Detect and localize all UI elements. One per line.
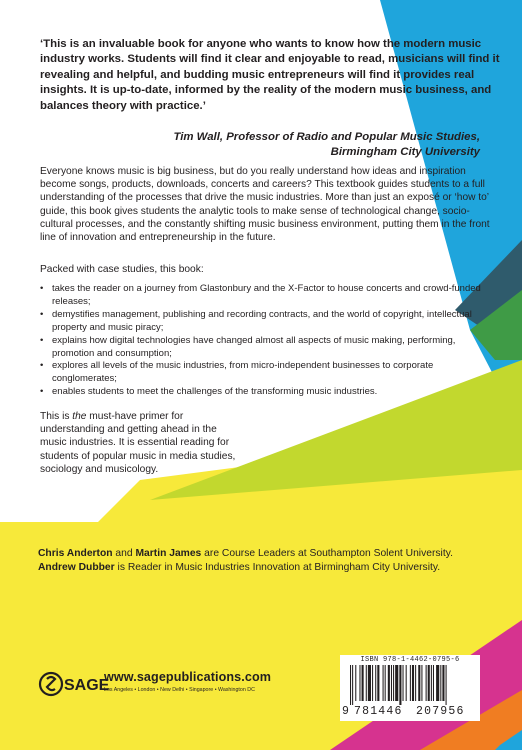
author-bio-text: are Course Leaders at Southampton Solent University. — [201, 548, 453, 559]
list-item: • demystifies management, publishing and recording contracts, and the world of copyright, intellectual property and music piracy; — [40, 309, 488, 335]
publisher-website-link[interactable]: www.sagepublications.com — [104, 670, 272, 684]
endorsement-attribution — [40, 130, 480, 161]
author-conjunction: and — [112, 548, 136, 559]
isbn-barcode — [340, 655, 480, 721]
barcode-bar — [436, 665, 439, 701]
barcode-bar — [385, 665, 386, 701]
barcode-bar — [372, 665, 373, 701]
barcode-bar — [352, 665, 353, 705]
barcode-bar — [377, 665, 379, 701]
barcode-bar — [431, 665, 432, 701]
barcode-bar — [433, 665, 434, 701]
closing-after: must-have primer for understanding and getting ahead in the music industries. It is essential reading for students of popular music in media studies, sociology and musicology. — [40, 411, 236, 475]
barcode-bar — [399, 665, 401, 705]
publisher-cities: Los Angeles • London • New Delhi • Singapore • Washington DC — [104, 687, 255, 693]
list-intro: Packed with case studies, this book: — [40, 264, 204, 275]
barcode-bar — [412, 665, 414, 701]
author-name: Andrew Dubber — [38, 561, 115, 573]
list-item: • explains how digital technologies have changed almost all aspects of music making, performing, promotion and consumption; — [40, 335, 488, 361]
author-bio-text: is Reader in Music Industries Innovation at Birmingham City University. — [114, 561, 441, 573]
isbn-digits — [340, 705, 480, 718]
barcode-bar — [383, 665, 384, 701]
barcode-bar — [362, 665, 364, 701]
barcode-bar — [388, 665, 390, 701]
barcode-bar — [442, 665, 444, 701]
barcode-bar — [366, 665, 367, 701]
barcode-bar — [355, 665, 356, 701]
barcode-bar — [406, 665, 407, 701]
author-name: Chris Anderton — [38, 548, 113, 559]
isbn-first-digit: 9 — [342, 705, 349, 718]
sage-logo-icon — [40, 670, 110, 698]
author-line-1 — [38, 547, 518, 561]
isbn-group-2: 207956 — [416, 705, 465, 718]
author-line-2 — [38, 561, 518, 575]
barcode-bar — [359, 665, 360, 701]
barcode-bar — [375, 665, 376, 701]
barcode-bars — [346, 665, 474, 705]
closing-emphasis: the — [72, 411, 87, 422]
barcode-bar — [393, 665, 394, 701]
attribution-line-1: Tim Wall, Professor of Radio and Popular Music Studies, — [173, 131, 480, 143]
barcode-bar — [428, 665, 430, 701]
list-item: • enables students to meet the challenges of the transforming music industries. — [40, 386, 488, 399]
closing-paragraph — [40, 410, 245, 476]
barcode-bar — [415, 665, 416, 701]
barcode-bar — [350, 665, 351, 705]
barcode-bar — [391, 665, 392, 701]
barcode-bar — [403, 665, 404, 701]
barcode-bar — [421, 665, 422, 701]
attribution-line-2: Birmingham City University — [330, 146, 480, 159]
endorsement-quote: ‘This is an invaluable book for anyone who wants to know how the modern music industry works. Students will find it clear and enjoyable to read, musicians will find it revealing and helpful, and budding music entrepreneurs will find it provides real insights. It is up-to-date, informed by the reality of the modern music business, and balances theory with practice.’ — [40, 38, 500, 112]
barcode-bar — [440, 665, 441, 701]
barcode-bar — [368, 665, 371, 701]
isbn-group-1: 781446 — [354, 705, 403, 718]
feature-list — [40, 283, 488, 399]
barcode-bar — [418, 665, 420, 701]
isbn-label: ISBN 978-1-4462-0795-6 — [360, 656, 460, 664]
closing-before: This is — [40, 411, 73, 422]
barcode-bar — [426, 665, 427, 701]
author-bios — [38, 547, 518, 574]
barcode-bar — [410, 665, 411, 701]
list-item: • takes the reader on a journey from Glastonbury and the X-Factor to house concerts and crowd-funded releases; — [40, 283, 488, 309]
barcode-bar — [446, 665, 447, 705]
sage-logo-text: SAGE — [64, 677, 110, 694]
list-item: • explores all levels of the music industries, from micro-independent businesses to corporate conglomerates; — [40, 360, 488, 386]
intro-paragraph: Everyone knows music is big business, but do you really understand how ideas and inspiration become songs, products, downloads, concerts and careers? This textbook guides students to a full understanding of the processes that drive the music industries. More than just an exposé or ‘how to’ guide, this book gives students the analytic tools to make sense of technological change, socio-cultural processes, and the constantly shifting music business environment, putting them in the front line of innovation and entrepreneurship in the future. — [40, 166, 490, 244]
barcode-bar — [395, 665, 398, 701]
author-name: Martin James — [135, 548, 202, 559]
